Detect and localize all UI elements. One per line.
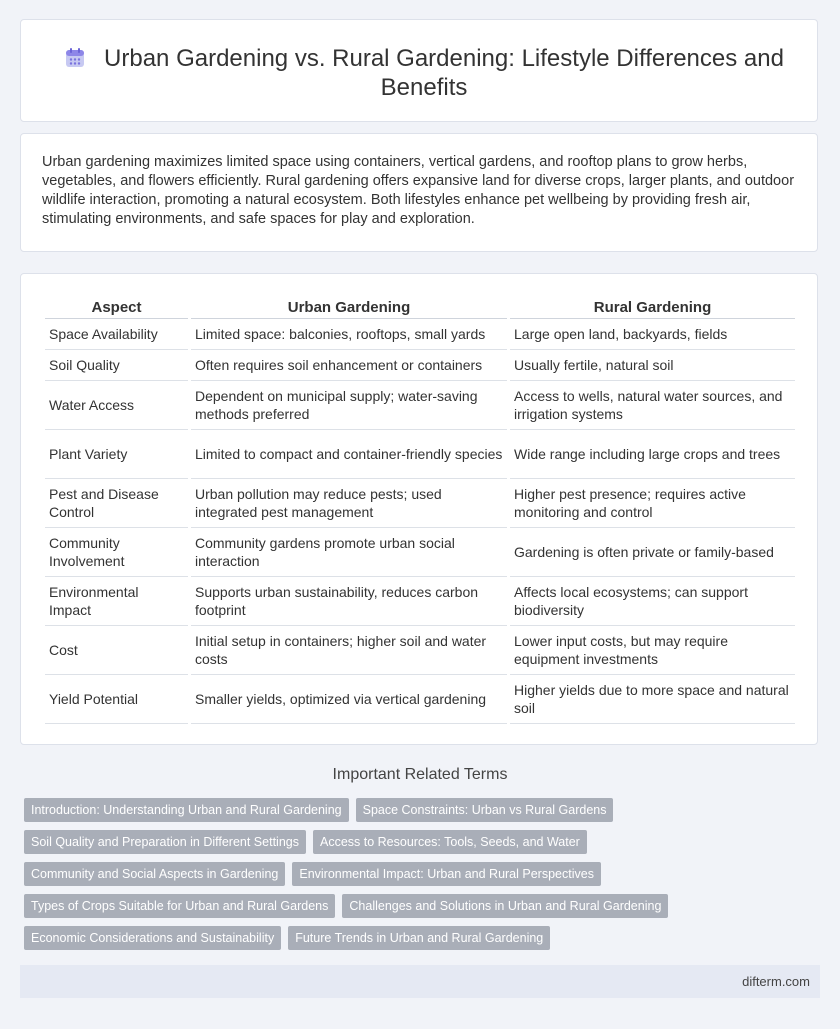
table-row (45, 350, 795, 381)
related-term-tag[interactable]: Economic Considerations and Sustainability (24, 926, 281, 950)
cell-aspect: Environmental Impact (45, 577, 188, 626)
calendar-icon (64, 47, 86, 69)
cell-urban: Limited space: balconies, rooftops, small yards (191, 319, 507, 350)
cell-aspect: Plant Variety (45, 430, 188, 479)
table-row (45, 381, 795, 430)
intro-card (20, 133, 818, 252)
table-row (45, 319, 795, 350)
table-row (45, 675, 795, 724)
comparison-table (42, 296, 798, 724)
table-row (45, 577, 795, 626)
cell-urban: Smaller yields, optimized via vertical gardening (191, 675, 507, 724)
header-rural: Rural Gardening (510, 296, 795, 319)
cell-aspect: Soil Quality (45, 350, 188, 381)
cell-rural: Wide range including large crops and trees (510, 430, 795, 479)
cell-aspect: Water Access (45, 381, 188, 430)
cell-rural: Gardening is often private or family-based (510, 528, 795, 577)
footer-bar (20, 965, 820, 998)
intro-paragraph: Urban gardening maximizes limited space using containers, vertical gardens, and rooftop plans to grow herbs, vegetables, and flowers efficiently. Rural gardening offers expansive land for diverse crops, larger plants, and outdoor wildlife interaction, promoting a natural ecosystem. Both lifestyles enhance pet wellbeing by providing fresh air, stimulating environments, and safe spaces for play and exploration. (42, 154, 795, 227)
page-title-text: Urban Gardening vs. Rural Gardening: Lifestyle Differences and Benefits (104, 45, 784, 101)
related-term-tag[interactable]: Space Constraints: Urban vs Rural Gardens (356, 798, 614, 822)
cell-urban: Often requires soil enhancement or containers (191, 350, 507, 381)
related-terms-list (24, 798, 824, 958)
related-term-tag[interactable]: Access to Resources: Tools, Seeds, and Water (313, 830, 587, 854)
cell-rural: Usually fertile, natural soil (510, 350, 795, 381)
table-row (45, 528, 795, 577)
page-title (61, 44, 787, 102)
cell-aspect: Pest and Disease Control (45, 479, 188, 528)
header-card (20, 19, 818, 122)
cell-rural: Higher pest presence; requires active monitoring and control (510, 479, 795, 528)
related-term-tag[interactable]: Challenges and Solutions in Urban and Rural Gardening (342, 894, 668, 918)
cell-aspect: Yield Potential (45, 675, 188, 724)
cell-rural: Affects local ecosystems; can support biodiversity (510, 577, 795, 626)
cell-aspect: Space Availability (45, 319, 188, 350)
table-row (45, 430, 795, 479)
related-terms-heading: Important Related Terms (332, 766, 508, 783)
footer-site-link[interactable]: difterm.com (742, 974, 810, 989)
table-row (45, 626, 795, 675)
related-term-tag[interactable]: Introduction: Understanding Urban and Rural Gardening (24, 798, 349, 822)
cell-aspect: Community Involvement (45, 528, 188, 577)
cell-aspect: Cost (45, 626, 188, 675)
cell-rural: Higher yields due to more space and natural soil (510, 675, 795, 724)
cell-urban: Supports urban sustainability, reduces carbon footprint (191, 577, 507, 626)
cell-rural: Access to wells, natural water sources, and irrigation systems (510, 381, 795, 430)
related-term-tag[interactable]: Future Trends in Urban and Rural Gardening (288, 926, 550, 950)
cell-rural: Lower input costs, but may require equipment investments (510, 626, 795, 675)
comparison-table-card (20, 273, 818, 745)
related-term-tag[interactable]: Environmental Impact: Urban and Rural Perspectives (292, 862, 601, 886)
header-aspect: Aspect (45, 296, 188, 319)
related-term-tag[interactable]: Community and Social Aspects in Gardening (24, 862, 285, 886)
cell-urban: Urban pollution may reduce pests; used integrated pest management (191, 479, 507, 528)
cell-urban: Initial setup in containers; higher soil and water costs (191, 626, 507, 675)
related-term-tag[interactable]: Soil Quality and Preparation in Different Settings (24, 830, 306, 854)
cell-rural: Large open land, backyards, fields (510, 319, 795, 350)
cell-urban: Dependent on municipal supply; water-saving methods preferred (191, 381, 507, 430)
cell-urban: Community gardens promote urban social interaction (191, 528, 507, 577)
table-header-row (45, 296, 795, 319)
header-urban: Urban Gardening (191, 296, 507, 319)
table-row (45, 479, 795, 528)
related-term-tag[interactable]: Types of Crops Suitable for Urban and Rural Gardens (24, 894, 335, 918)
cell-urban: Limited to compact and container-friendly species (191, 430, 507, 479)
